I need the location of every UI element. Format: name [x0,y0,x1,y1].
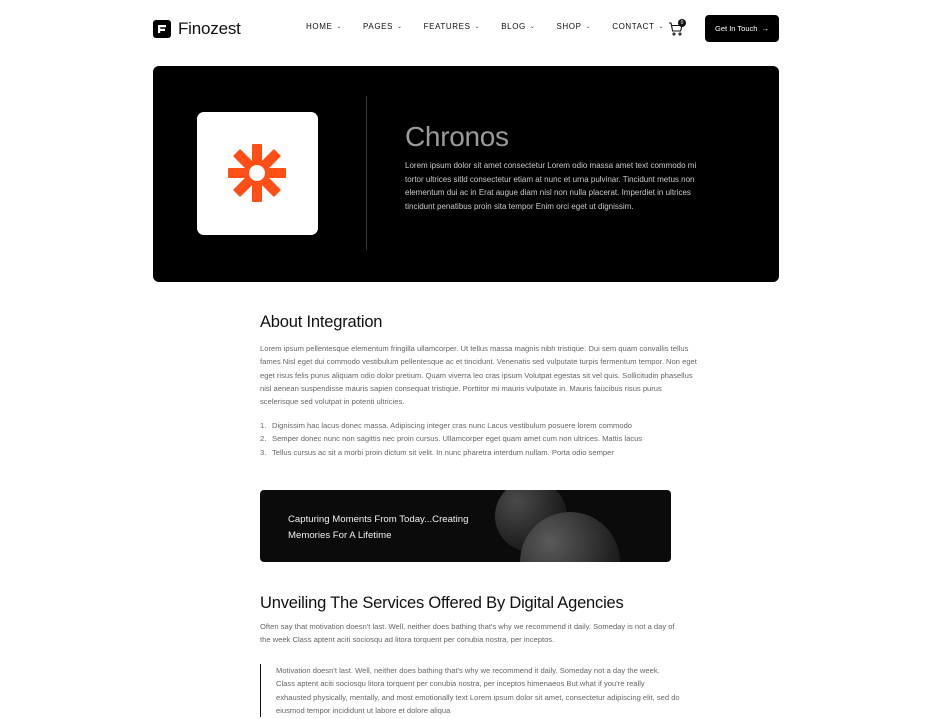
list-text: Semper donec nunc non sagittis nec proin cursus. Ullamcorper eget quam amet cum non ultrices. Mattis lacus [272,434,643,444]
nav-label: CONTACT [612,22,655,31]
main-nav [306,22,685,31]
list-number: 1. [260,421,267,430]
cart-count-badge: 0 [678,19,686,27]
nav-item-pages[interactable] [363,22,403,31]
get-in-touch-button[interactable] [705,15,779,42]
about-text: Lorem ipsum pellentesque elementum fringilla ullamcorper. Ut tellus massa magnis nibh tristique. Dui sem quam convallis tellus fames Nisl eget dui commodo vestibulum pellentesque ac et tincidunt. Venenatis sed vulputate turpis fermentum tempor. Non eget eget risus felis purus aliquam odio dolor pretium. Quam viverra leo cras ipsum Volutpat egestas sit vel quis. Sollicitudin phasellus nisl aenean suspendisse mauris sapien consequat tristique. Porttitor mi mauris vulputate in. Mauris faucibus risus purus scelerisque sed volutpat in potenti ultricies. [260,344,697,407]
chevron-down-icon: ⌄ [585,24,592,30]
nav-item-contact[interactable] [612,22,664,31]
about-title: About Integration [260,313,383,331]
about-list [260,419,700,459]
nav-label: FEATURES [423,22,471,31]
list-item [260,419,700,432]
quote-banner [260,490,671,562]
integration-hero [153,66,779,282]
nav-label: PAGES [363,22,394,31]
list-number: 3. [260,447,267,457]
chevron-down-icon: ⌄ [336,24,343,30]
cta-label: Get In Touch [715,24,758,33]
services-text: Often say that motivation doesn't last. Well, neither does bathing that's why we recommend it daily. Someday is not a day of the week Class aptent aciti sociosqu ad litora torquent per conubia nostra, per inceptos. [260,622,675,645]
logo-text: Finozest [178,19,241,38]
nav-item-blog[interactable] [501,22,535,31]
nav-item-home[interactable] [306,22,342,31]
nav-label: BLOG [501,22,526,31]
list-number: 2. [260,434,267,444]
logo-icon [153,20,171,38]
nav-label: SHOP [556,22,582,31]
banner-text: Capturing Moments From Today...Creating Memories For A Lifetime [288,514,469,541]
chevron-down-icon: ⌄ [529,24,536,30]
arrow-right-icon: → [761,24,769,33]
services-quote: Motivation doesn't last. Well, neither does bathing that's why we recommend it daily. Someday not a day the week. Class aptent aciti sociosqu litora torquent per conubia nostra, per inceptos himenaeos But what if you're really exhausted physically, mentally, and most emotionally text Lorem ipsum dolor sit amet, consectetur adipiscing elit, sed do eiusmod tempor incididunt ut labore et dolore aliqua [260,664,680,717]
nav-item-shop[interactable] [556,22,591,31]
integration-title: Chronos [405,121,509,152]
integration-logo-card [197,112,318,235]
chevron-down-icon: ⌄ [397,24,403,30]
asterisk-logo-icon [228,144,286,202]
chevron-down-icon: ⌄ [474,24,481,30]
nav-label: HOME [306,22,333,31]
chevron-down-icon: ⌄ [658,24,665,30]
hero-divider [366,96,367,250]
nav-item-features[interactable] [424,22,481,31]
list-text: Dignissim hac lacus donec massa. Adipiscing integer cras nunc Lacus vestibulum posuere lorem commodo [272,421,633,430]
list-item [260,432,700,445]
logo[interactable] [153,19,241,39]
list-text: Tellus cursus ac sit a morbi proin dictum sit velit. In nunc pharetra interdum nullam. Porta odio semper [272,447,614,457]
services-title: Unveiling The Services Offered By Digital Agencies [260,594,624,612]
site-header [0,0,932,56]
integration-description: Lorem ipsum dolor sit amet consectetur Lorem odio massa amet text commodo mi tortor ultrices sitld consectetur etiam at nunc et urna pulvinar. Tincidunt metus non elementum dui ac in Erat augue diam nisl non nulla placerat. Imperdiet in ultrices tincidunt penatibus proin sita tempor Enim orci eget ut dignissim. [405,161,697,211]
list-item [260,446,700,459]
